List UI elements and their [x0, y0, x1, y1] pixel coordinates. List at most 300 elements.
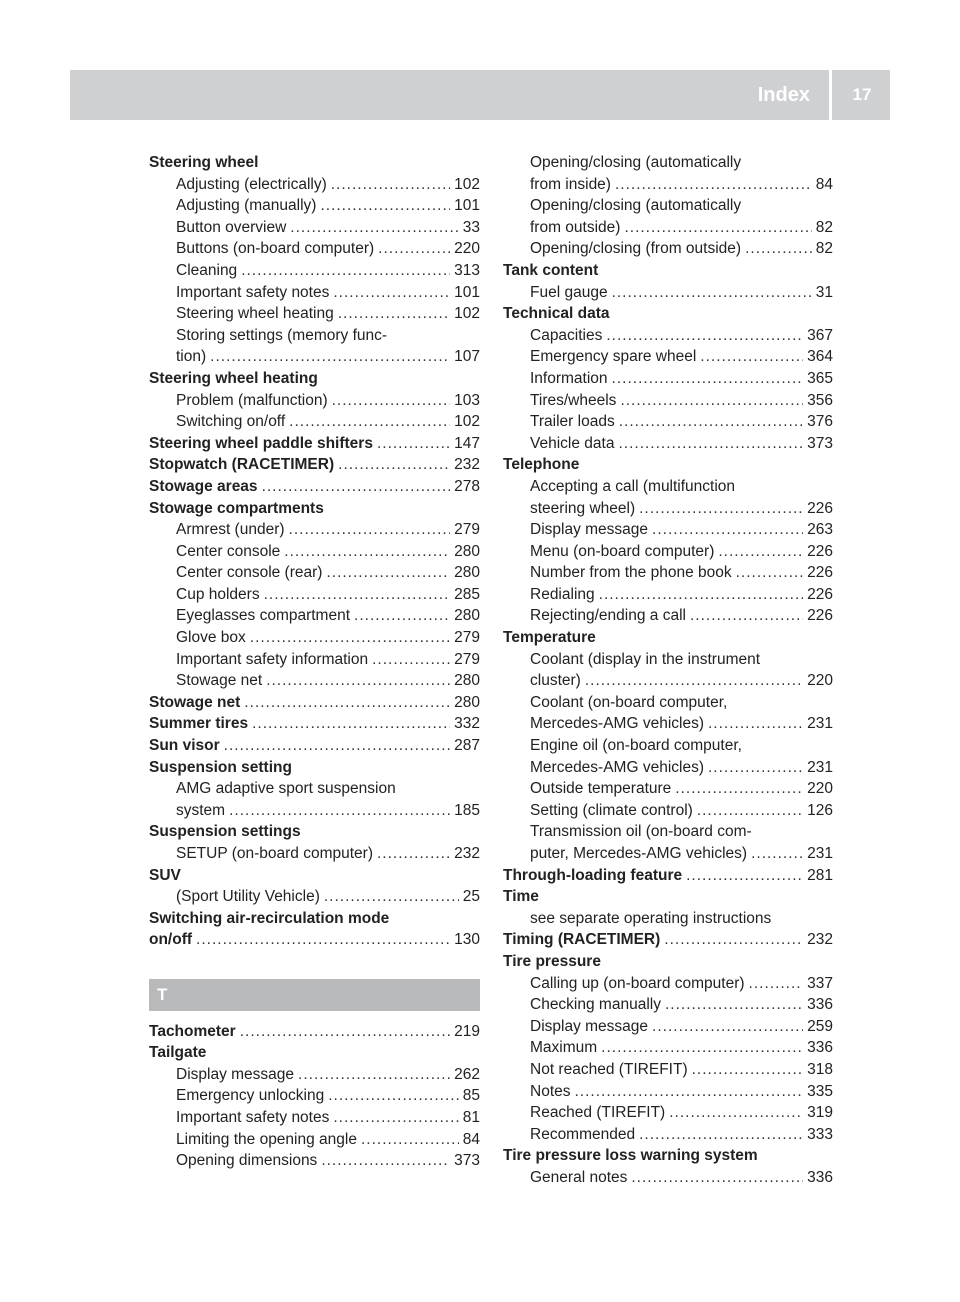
entry-term: Suspension setting [149, 758, 292, 776]
entry-page-number[interactable]: 226 [807, 607, 833, 625]
entry-term: Stowage net [149, 693, 241, 711]
leader-dots [224, 735, 450, 757]
leader-dots [378, 238, 450, 260]
entry-term: Storing settings (memory func- [176, 326, 388, 344]
entry-term: Armrest (under) [176, 521, 285, 539]
entry-page-number[interactable]: 318 [807, 1060, 833, 1078]
entry-term: Problem (malfunction) [176, 391, 328, 409]
entry-page-number[interactable]: 262 [454, 1065, 480, 1083]
entry-term: Timing (RACETIMER) [503, 931, 661, 949]
entry-page-number[interactable]: 336 [807, 996, 833, 1014]
entry-page-number[interactable]: 219 [454, 1022, 480, 1040]
entry-page-number[interactable]: 82 [815, 218, 833, 236]
index-subentry[interactable] [149, 1107, 480, 1129]
entry-term: Technical data [503, 305, 610, 323]
entry-term: Information [530, 369, 608, 387]
entry-term: cluster) [530, 672, 581, 690]
leader-dots [326, 562, 450, 584]
entry-page-number[interactable]: 281 [807, 866, 833, 884]
index-subentry[interactable] [149, 411, 480, 433]
entry-page-number[interactable]: 231 [807, 758, 833, 776]
index-subentry [149, 325, 480, 347]
entry-term: AMG adaptive sport suspension [176, 780, 396, 798]
entry-term: tion) [176, 348, 207, 366]
leader-dots [606, 325, 803, 347]
index-subentry[interactable] [149, 605, 480, 627]
index-subentry[interactable] [503, 973, 833, 995]
entry-term: Opening/closing (automatically [530, 154, 742, 171]
leader-dots [675, 778, 803, 800]
index-subentry[interactable] [503, 498, 833, 520]
entry-term: Adjusting (electrically) [176, 175, 327, 193]
index-subentry[interactable] [149, 195, 480, 217]
entry-page-number[interactable]: 232 [454, 845, 480, 862]
entry-term: Suspension settings [149, 823, 301, 841]
leader-dots [331, 174, 450, 196]
entry-page-number[interactable]: 220 [807, 780, 833, 798]
leader-dots [751, 843, 803, 865]
entry-page-number[interactable]: 337 [807, 974, 833, 992]
entry-term: Transmission oil (on-board com- [530, 823, 752, 841]
index-subentry[interactable] [149, 1064, 480, 1086]
entry-page-number[interactable]: 335 [807, 1082, 833, 1100]
index-subentry[interactable] [149, 303, 480, 325]
leader-dots [229, 800, 450, 822]
entry-page-number[interactable]: 107 [454, 348, 480, 366]
entry-page-number[interactable]: 231 [807, 845, 833, 862]
entry-page-number[interactable]: 101 [454, 283, 480, 301]
leader-dots [377, 843, 450, 865]
entry-term: Cleaning [176, 261, 238, 279]
entry-term: Trailer loads [530, 413, 615, 431]
entry-page-number[interactable]: 287 [454, 737, 480, 755]
entry-term: Glove box [176, 629, 246, 647]
entry-page-number[interactable]: 85 [462, 1087, 480, 1105]
index-entry [503, 454, 833, 476]
index-subentry[interactable] [503, 217, 833, 239]
entry-page-number[interactable]: 82 [815, 240, 833, 258]
entry-page-number[interactable]: 279 [454, 650, 480, 668]
leader-dots [664, 929, 803, 951]
index-subentry[interactable] [149, 843, 480, 865]
entry-page-number[interactable]: 336 [807, 1039, 833, 1057]
index-subentry[interactable] [503, 174, 833, 196]
leader-dots [196, 929, 450, 951]
entry-page-number[interactable]: 332 [454, 715, 480, 733]
entry-page-number[interactable]: 25 [462, 888, 480, 906]
leader-dots [241, 260, 450, 282]
entry-term: Stowage areas [149, 477, 258, 495]
entry-page-number[interactable]: 81 [462, 1108, 480, 1126]
leader-dots [612, 368, 804, 390]
index-subentry[interactable] [149, 260, 480, 282]
entry-page-number[interactable]: 232 [807, 931, 833, 949]
entry-term: Opening/closing (automatically [530, 197, 742, 215]
entry-page-number[interactable]: 232 [454, 456, 480, 474]
leader-dots [669, 1102, 803, 1124]
index-entry[interactable] [149, 454, 480, 476]
leader-dots [244, 692, 450, 714]
index-subentry[interactable] [149, 1129, 480, 1151]
leader-dots [320, 195, 450, 217]
leader-dots [686, 865, 803, 887]
entry-term: Accepting a call (multifunction [530, 477, 736, 495]
leader-dots [262, 476, 451, 498]
leader-dots [338, 303, 450, 325]
entry-term: Tires/wheels [530, 391, 617, 409]
leader-dots [652, 1016, 803, 1038]
entry-term: Button overview [176, 218, 287, 236]
leader-dots [333, 1107, 458, 1129]
index-subentry[interactable] [503, 1102, 833, 1124]
index-subentry[interactable] [503, 562, 833, 584]
index-entry [149, 1042, 480, 1064]
entry-term: Adjusting (manually) [176, 197, 317, 215]
leader-dots [250, 627, 450, 649]
index-subentry[interactable] [149, 217, 480, 239]
index-subentry[interactable] [503, 1167, 833, 1189]
entry-term: on/off [149, 931, 193, 949]
entry-term: General notes [530, 1168, 628, 1186]
index-subentry[interactable] [503, 757, 833, 779]
index-subentry[interactable] [503, 1124, 833, 1146]
index-subentry[interactable] [503, 1037, 833, 1059]
entry-term: Tachometer [149, 1022, 236, 1040]
index-subentry[interactable] [149, 670, 480, 692]
entry-page-number[interactable]: 84 [462, 1130, 480, 1148]
leader-dots [615, 174, 812, 196]
entry-page-number[interactable]: 285 [454, 585, 480, 603]
entry-term: Emergency spare wheel [530, 348, 697, 366]
entry-page-number[interactable]: 102 [454, 175, 480, 193]
index-entry[interactable] [149, 476, 480, 498]
entry-page-number[interactable]: 367 [807, 326, 833, 344]
index-subentry[interactable] [503, 1081, 833, 1103]
entry-term: (Sport Utility Vehicle) [176, 888, 320, 906]
leader-dots [333, 282, 450, 304]
entry-term: Checking manually [530, 996, 661, 1014]
index-subentry [503, 908, 833, 930]
index-subentry[interactable] [149, 800, 480, 822]
section-letter-heading: T [149, 979, 480, 1011]
entry-term: Setting (climate control) [530, 801, 693, 819]
entry-term: Vehicle data [530, 434, 615, 452]
section-spacer [149, 951, 480, 973]
index-subentry[interactable] [149, 390, 480, 412]
index-subentry[interactable] [149, 649, 480, 671]
entry-term: Not reached (TIREFIT) [530, 1060, 688, 1078]
entry-page-number[interactable]: 280 [454, 607, 480, 625]
entry-term: Mercedes-AMG vehicles) [530, 715, 704, 733]
entry-page-number[interactable]: 365 [807, 369, 833, 387]
entry-term: Calling up (on-board computer) [530, 974, 745, 992]
entry-term: Tire pressure [503, 952, 601, 970]
entry-page-number[interactable]: 364 [807, 348, 833, 366]
entry-term: Stowage net [176, 672, 263, 690]
index-column-left [149, 152, 480, 1172]
entry-term: Cup holders [176, 585, 260, 603]
index-entry [149, 757, 480, 779]
entry-page-number[interactable]: 336 [807, 1168, 833, 1186]
entry-page-number[interactable]: 313 [454, 261, 480, 279]
index-entry[interactable] [503, 865, 833, 887]
entry-page-number[interactable]: 259 [807, 1017, 833, 1035]
index-entry[interactable] [149, 1021, 480, 1043]
entry-term: Time [503, 888, 539, 906]
entry-term: Maximum [530, 1039, 598, 1057]
entry-page-number[interactable]: 101 [454, 197, 480, 215]
entry-page-number[interactable]: 280 [454, 693, 480, 711]
entry-page-number[interactable]: 279 [454, 629, 480, 647]
entry-term: Switching on/off [176, 413, 286, 431]
index-entry [149, 498, 480, 520]
entry-page-number[interactable]: 220 [807, 672, 833, 690]
index-column-right [503, 152, 833, 1189]
index-entry [503, 886, 833, 908]
entry-term: Tire pressure loss warning system [503, 1147, 758, 1165]
entry-page-number[interactable]: 356 [807, 391, 833, 409]
entry-page-number[interactable]: 226 [807, 542, 833, 560]
entry-page-number[interactable]: 31 [815, 283, 833, 301]
entry-term: Outside temperature [530, 780, 672, 798]
index-subentry[interactable] [503, 368, 833, 390]
entry-page-number[interactable]: 147 [454, 434, 480, 452]
index-subentry[interactable] [503, 584, 833, 606]
index-subentry[interactable] [503, 843, 833, 865]
index-entry [503, 951, 833, 973]
index-entry [149, 865, 480, 887]
entry-term: SUV [149, 866, 181, 884]
leader-dots [620, 390, 803, 412]
entry-page-number[interactable]: 376 [807, 413, 833, 431]
index-subentry[interactable] [149, 282, 480, 304]
index-subentry[interactable] [149, 886, 480, 908]
entry-page-number[interactable]: 373 [807, 434, 833, 452]
entry-term: Reached (TIREFIT) [530, 1104, 666, 1122]
index-subentry [149, 778, 480, 800]
entry-term: Stowage compartments [149, 499, 324, 517]
entry-term: Steering wheel heating [149, 369, 318, 387]
index-subentry[interactable] [149, 541, 480, 563]
index-entry[interactable] [149, 713, 480, 735]
index-entry[interactable] [149, 929, 480, 951]
index-subentry[interactable] [149, 627, 480, 649]
index-subentry[interactable] [503, 519, 833, 541]
entry-page-number[interactable]: 102 [454, 413, 480, 431]
index-subentry[interactable] [503, 670, 833, 692]
index-subentry[interactable] [503, 1016, 833, 1038]
index-subentry[interactable] [503, 411, 833, 433]
leader-dots [354, 605, 450, 627]
index-subentry [503, 195, 833, 217]
entry-term: see separate operating instructions [530, 909, 772, 927]
index-subentry[interactable] [503, 605, 833, 627]
entry-term: Redialing [530, 585, 595, 603]
leader-dots [665, 994, 803, 1016]
leader-dots [338, 454, 450, 476]
entry-term: Display message [530, 521, 649, 539]
entry-term: Limiting the opening angle [176, 1130, 357, 1148]
index-subentry[interactable] [503, 778, 833, 800]
entry-page-number[interactable]: 279 [454, 521, 480, 539]
entry-term: Emergency unlocking [176, 1087, 325, 1105]
index-subentry[interactable] [149, 1150, 480, 1172]
leader-dots [289, 411, 450, 433]
index-subentry[interactable] [503, 325, 833, 347]
entry-term: Menu (on-board computer) [530, 542, 715, 560]
page-number: 17 [852, 85, 872, 104]
entry-term: Coolant (display in the instrument [530, 650, 761, 668]
index-subentry[interactable] [503, 238, 833, 260]
leader-dots [639, 498, 803, 520]
index-entry [149, 821, 480, 843]
entry-term: Stopwatch (RACETIMER) [149, 456, 335, 474]
leader-dots [745, 238, 812, 260]
entry-term: Eyeglasses compartment [176, 607, 351, 625]
leader-dots [252, 713, 450, 735]
index-subentry [503, 692, 833, 714]
entry-term: Steering wheel heating [176, 305, 334, 323]
page-header [70, 70, 890, 120]
index-entry[interactable] [149, 735, 480, 757]
entry-page-number[interactable]: 103 [454, 391, 480, 409]
index-subentry[interactable] [503, 433, 833, 455]
entry-page-number[interactable]: 226 [807, 499, 833, 517]
entry-page-number[interactable]: 319 [807, 1104, 833, 1122]
entry-page-number[interactable]: 280 [454, 672, 480, 690]
index-entry [503, 260, 833, 282]
leader-dots [631, 1167, 803, 1189]
index-subentry[interactable] [149, 1085, 480, 1107]
index-entry[interactable] [149, 692, 480, 714]
entry-page-number[interactable]: 185 [454, 801, 480, 819]
section-title: Index [757, 84, 810, 106]
index-subentry[interactable] [149, 238, 480, 260]
entry-page-number[interactable]: 33 [462, 218, 480, 236]
leader-dots [639, 1124, 803, 1146]
entry-term: from inside) [530, 175, 611, 193]
leader-dots [324, 886, 459, 908]
entry-term: Engine oil (on-board computer, [530, 737, 742, 755]
index-subentry[interactable] [503, 713, 833, 735]
index-subentry[interactable] [149, 174, 480, 196]
leader-dots [736, 562, 804, 584]
leader-dots [575, 1081, 804, 1103]
entry-page-number[interactable]: 84 [815, 175, 833, 193]
entry-term: Sun visor [149, 737, 220, 755]
leader-dots [298, 1064, 450, 1086]
entry-term: Opening dimensions [176, 1152, 318, 1170]
leader-dots [718, 541, 803, 563]
leader-dots [585, 670, 803, 692]
index-subentry[interactable] [503, 390, 833, 412]
entry-term: Display message [176, 1065, 295, 1083]
leader-dots [361, 1129, 459, 1151]
entry-page-number[interactable]: 231 [807, 715, 833, 733]
entry-term: puter, Mercedes-AMG vehicles) [530, 845, 748, 862]
index-subentry [503, 649, 833, 671]
index-subentry[interactable] [149, 584, 480, 606]
entry-term: Number from the phone book [530, 564, 732, 582]
leader-dots [240, 1021, 450, 1043]
entry-term: Buttons (on-board computer) [176, 240, 375, 258]
entry-page-number[interactable]: 226 [807, 585, 833, 603]
index-subentry [503, 476, 833, 498]
leader-dots [700, 346, 803, 368]
entry-term: Center console (rear) [176, 564, 323, 582]
leader-dots [708, 757, 803, 779]
index-entry[interactable] [149, 433, 480, 455]
index-entry [503, 1145, 833, 1167]
entry-term: Coolant (on-board computer, [530, 693, 728, 711]
entry-term: Tank content [503, 261, 599, 279]
entry-page-number[interactable]: 130 [454, 931, 480, 949]
index-entry[interactable] [503, 929, 833, 951]
entry-page-number[interactable]: 220 [454, 240, 480, 258]
leader-dots [377, 433, 450, 455]
entry-term: Through-loading feature [503, 866, 683, 884]
entry-page-number[interactable]: 226 [807, 564, 833, 582]
index-subentry[interactable] [503, 541, 833, 563]
leader-dots [284, 541, 450, 563]
entry-term: Recommended [530, 1125, 636, 1143]
entry-term: steering wheel) [530, 499, 636, 517]
entry-page-number[interactable]: 333 [807, 1125, 833, 1143]
leader-dots [652, 519, 803, 541]
index-subentry[interactable] [149, 346, 480, 368]
entry-page-number[interactable]: 263 [807, 521, 833, 539]
entry-term: Important safety notes [176, 1108, 330, 1126]
entry-term: Notes [530, 1082, 571, 1100]
leader-dots [601, 1037, 803, 1059]
index-subentry[interactable] [503, 994, 833, 1016]
entry-term: Mercedes-AMG vehicles) [530, 758, 704, 776]
index-subentry [503, 152, 833, 174]
index-subentry[interactable] [503, 1059, 833, 1081]
entry-page-number[interactable]: 126 [807, 801, 833, 819]
index-subentry[interactable] [149, 519, 480, 541]
entry-page-number[interactable]: 373 [454, 1152, 480, 1170]
leader-dots [612, 282, 812, 304]
entry-page-number[interactable]: 280 [454, 542, 480, 560]
index-entry [503, 627, 833, 649]
entry-term: Fuel gauge [530, 283, 608, 301]
leader-dots [619, 411, 803, 433]
index-subentry[interactable] [503, 282, 833, 304]
entry-term: Summer tires [149, 715, 249, 733]
entry-term: Steering wheel paddle shifters [149, 434, 373, 452]
leader-dots [708, 713, 803, 735]
index-subentry[interactable] [149, 562, 480, 584]
leader-dots [332, 390, 451, 412]
entry-term: Rejecting/ending a call [530, 607, 686, 625]
entry-page-number[interactable]: 278 [454, 477, 480, 495]
entry-term: Switching air-recirculation mode [149, 909, 390, 927]
entry-page-number[interactable]: 102 [454, 305, 480, 323]
index-entry [503, 303, 833, 325]
entry-page-number[interactable]: 280 [454, 564, 480, 582]
index-subentry[interactable] [503, 800, 833, 822]
entry-term: Steering wheel [149, 154, 259, 171]
entry-term: system [176, 801, 226, 819]
index-subentry[interactable] [503, 346, 833, 368]
entry-term: Opening/closing (from outside) [530, 240, 742, 258]
leader-dots [372, 649, 450, 671]
entry-term: Important safety notes [176, 283, 330, 301]
index-subentry [503, 735, 833, 757]
entry-term: Temperature [503, 629, 596, 647]
leader-dots [624, 217, 811, 239]
